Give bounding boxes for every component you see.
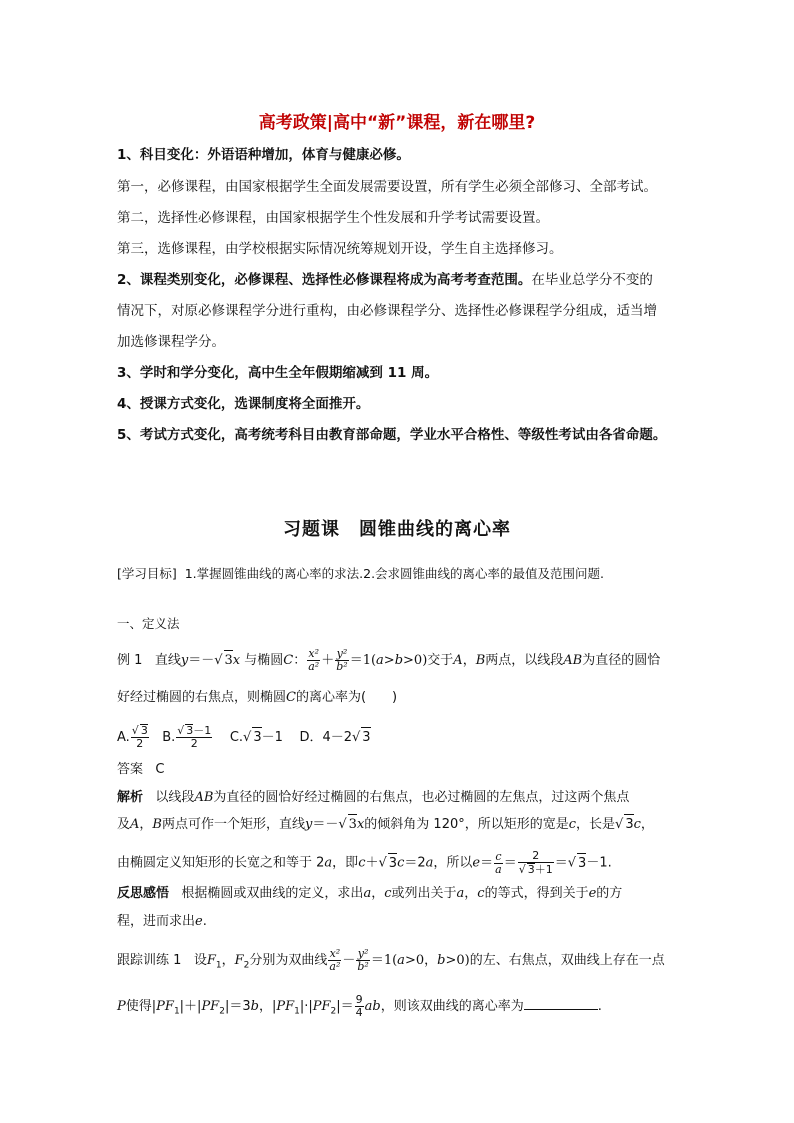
option-c: C.√ 3－1 [230,730,283,745]
policy-paragraph-10: 5、考试方式变化，高考统考科目由教育部命题，学业水平合格性、等级性考试由各省命题。 [117,427,667,443]
answer-value: C [155,762,165,777]
option-a: A. $\frac{√ 3}{2}$ [117,724,148,750]
example-text: 直线 [154,653,181,668]
example-text: 交于 [427,653,454,668]
objective-label: [学习目标] [117,566,177,581]
policy-paragraph-3: 第二，选择性必修课程，由国家根据学生个性发展和升学考试需要设置。 [117,210,549,226]
lesson-title: 习题课 圆锥曲线的离心率 [283,519,511,540]
policy-paragraph-1: 1、科目变化：外语语种增加，体育与健康必修。 [117,147,410,163]
analysis-line-3: 由椭圆定义知矩形的长宽之和等于 2a，即c＋√ 3c＝2a，所以e＝ $\frac{c}{a}$ ＝ $\frac{2}{√ 3+1}$ ＝√ 3－1. [117,849,612,876]
example-1-options [117,724,371,750]
objective-text: 1.掌握圆锥曲线的离心率的求法.2.会求圆锥曲线的离心率的最值及范围问题. [184,566,605,581]
answer-label: 答案 [117,762,144,777]
reflection-label: 反思感悟 [117,886,170,901]
analysis-line-2: 及A，B两点可作一个矩形，直线y＝－√ 3x的倾斜角为 120°，所以矩形的宽是c，长是√ 3c， [117,814,654,835]
example-label: 例 1 [117,653,143,668]
learning-objective [117,564,604,584]
example-text: 与椭圆 [244,653,284,668]
exercise-line-1: 跟踪训练 1 设$F_1$，$F_2$分别为双曲线 $\frac{\text{x²}}{\text{a²}}$ － $\frac{\text{y²}}{\text{b²}}$ ＝1(a>0，b>0)的左、右焦点，双曲线上存在一点 [117,947,665,973]
answer-blank[interactable] [524,995,598,1010]
section-heading: 一、定义法 [117,616,180,631]
example-1-line-1: 例 1 直线y＝－√ 3x 与椭圆C： $\frac{\text{x²}}{\text{a²}}$ ＋ $\frac{\text{y²}}{\text{b²}}$ ＝1(a>b>0)交于A，B两点，以线段AB为直径的圆恰 [117,647,661,673]
exercise-label: 跟踪训练 1 [117,953,182,968]
policy-paragraph-4: 第三，选修课程，由学校根据实际情况统筹规划开设，学生自主选择修习。 [117,241,563,257]
policy-paragraph-6: 情况下，对原必修课程学分进行重构，由必修课程学分、选择性必修课程学分组成，适当增 [117,303,657,319]
example-text: 好经过椭圆的右焦点，则椭圆 [117,690,287,705]
policy-paragraph-2: 第一，必修课程，由国家根据学生全面发展需要设置，所有学生必须全部修习、全部考试。 [117,179,657,195]
policy-paragraph-8: 3、学时和学分变化，高中生全年假期缩减到 11 周。 [117,365,439,381]
exercise-line-2: P使得$|PF_1|+|PF_2|=3b$，$|PF_1|\cdot|PF_2|=$ $\frac{9}{4}$ ab，则该双曲线的离心率为 . [117,993,602,1019]
analysis-line-1: 解析 以线段AB为直径的圆恰好经过椭圆的右焦点，也必过椭圆的左焦点，过这两个焦点 [117,790,630,805]
policy-paragraph-5-rest: 在毕业总学分不变的 [531,272,653,288]
policy-paragraph-5 [117,270,653,290]
example-text: 两点，以线段 [485,653,564,668]
policy-paragraph-9: 4、授课方式变化，选课制度将全面推开。 [117,396,370,412]
answer-line [117,760,165,780]
analysis-label: 解析 [117,790,144,805]
example-1-line-2: 好经过椭圆的右焦点，则椭圆C的离心率为( ) [117,690,398,705]
option-b: B. $\frac{√ 3-1}{2}$ [162,724,212,750]
policy-paragraph-5-bold: 2、课程类别变化，必修课程、选择性必修课程将成为高考考查范围。 [117,272,532,288]
page-title: 高考政策|高中“新”课程，新在哪里? [258,113,536,133]
option-d: D．4－2√ 3 [299,730,370,745]
reflection-line-2: 程，进而求出e. [117,914,207,929]
reflection-line-1: 反思感悟 根据椭圆或双曲线的定义，求出a，c或列出关于a，c的等式，得到关于e的方 [117,886,623,901]
example-text: 的离心率为( ) [295,690,398,705]
example-text: 为直径的圆恰 [582,653,661,668]
policy-paragraph-7: 加选修课程学分。 [117,334,225,350]
